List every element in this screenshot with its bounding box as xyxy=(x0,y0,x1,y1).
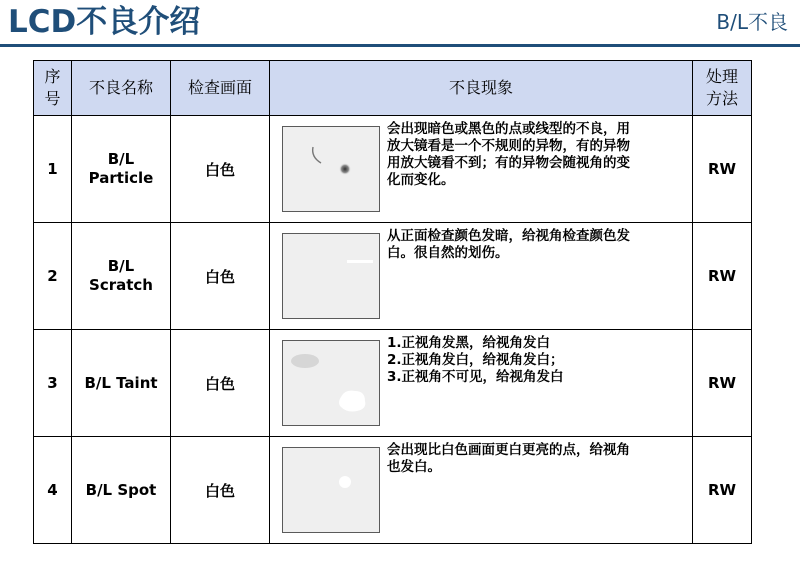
header-method xyxy=(693,61,752,116)
table-row xyxy=(34,330,752,437)
defect-name-line1: B/L Taint xyxy=(84,373,158,392)
taint-sample-image xyxy=(282,340,380,426)
defect-name xyxy=(72,223,171,330)
header-index xyxy=(34,61,72,116)
spot-defect-illustration xyxy=(283,448,379,532)
table-header-row xyxy=(34,61,752,116)
handling-method: RW xyxy=(693,330,752,437)
description-line: 放大镜看是一个不规则的异物，有的异物 xyxy=(387,138,630,154)
handling-method: RW xyxy=(693,437,752,544)
description-line: 化而变化。 xyxy=(387,172,455,188)
row-index: 3 xyxy=(34,330,72,437)
description-line: 2.正视角发白，给视角发白； xyxy=(387,352,564,368)
inspection-screen: 白色 xyxy=(171,116,270,223)
description-line: 也发白。 xyxy=(387,459,441,475)
header-method-line1: 处理 xyxy=(705,67,738,86)
description-line: 会出现比白色画面更白更亮的点，给视角 xyxy=(387,442,630,458)
defect-table xyxy=(33,60,752,544)
particle-sample-image xyxy=(282,126,380,212)
phenomenon-cell xyxy=(270,116,693,223)
phenomenon-cell xyxy=(270,223,693,330)
header-screen: 检查画面 xyxy=(171,61,270,116)
defect-name-line1: B/L xyxy=(107,150,135,168)
table-row xyxy=(34,223,752,330)
defect-name xyxy=(72,116,171,223)
section-label: B/L不良 xyxy=(716,10,788,34)
row-index: 4 xyxy=(34,437,72,544)
defect-name-line1: B/L xyxy=(107,257,135,275)
phenomenon-cell xyxy=(270,330,693,437)
row-index: 2 xyxy=(34,223,72,330)
scratch-sample-image xyxy=(282,233,380,319)
phenomenon-cell xyxy=(270,437,693,544)
description-line: 会出现暗色或黑色的点或线型的不良，用 xyxy=(387,121,630,137)
phenomenon-description xyxy=(387,121,686,189)
description-line: 1.正视角发黑，给视角发白 xyxy=(387,335,551,351)
handling-method: RW xyxy=(693,116,752,223)
defect-name-line1: B/L Spot xyxy=(85,480,157,499)
page-title: LCD不良介绍 xyxy=(8,4,201,40)
defect-name-line2: Scratch xyxy=(89,276,153,294)
taint-defect-illustration xyxy=(283,341,379,425)
description-line: 用放大镜看不到；有的异物会随视角的变 xyxy=(387,155,630,171)
inspection-screen: 白色 xyxy=(171,437,270,544)
header-index-line1: 序 xyxy=(44,67,61,86)
particle-defect-illustration xyxy=(283,127,379,211)
inspection-screen: 白色 xyxy=(171,330,270,437)
title-divider xyxy=(0,44,800,47)
header-phenomenon: 不良现象 xyxy=(270,61,693,116)
table-row xyxy=(34,437,752,544)
phenomenon-description xyxy=(387,442,686,476)
description-line: 3.正视角不可见，给视角发白 xyxy=(387,369,564,385)
phenomenon-description xyxy=(387,335,686,386)
spot-sample-image xyxy=(282,447,380,533)
inspection-screen: 白色 xyxy=(171,223,270,330)
phenomenon-description xyxy=(387,228,686,262)
header-method-line2: 方法 xyxy=(705,89,738,108)
defect-name xyxy=(72,330,171,437)
handling-method: RW xyxy=(693,223,752,330)
table-row xyxy=(34,116,752,223)
header-name: 不良名称 xyxy=(72,61,171,116)
row-index: 1 xyxy=(34,116,72,223)
header-index-line2: 号 xyxy=(44,89,61,108)
defect-name-line2: Particle xyxy=(88,169,154,187)
description-line: 从正面检查颜色发暗，给视角检查颜色发 xyxy=(387,228,630,244)
description-line: 白。很自然的划伤。 xyxy=(387,245,509,261)
defect-name xyxy=(72,437,171,544)
scratch-defect-illustration xyxy=(283,234,379,318)
